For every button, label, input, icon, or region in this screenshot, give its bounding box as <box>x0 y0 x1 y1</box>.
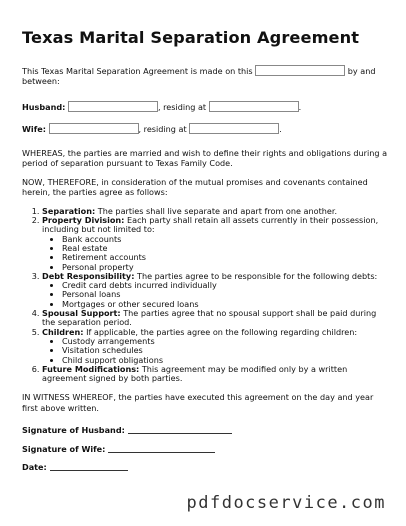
husband-label: Husband: <box>22 101 66 112</box>
date-row <box>22 462 388 472</box>
wife-row: Wife: , residing at . <box>22 123 282 134</box>
wife-residing-label: , residing at <box>138 123 187 134</box>
wife-name-field[interactable] <box>49 123 139 134</box>
list-item: • Custody arrangements <box>62 337 388 346</box>
husband-residing-label: , residing at <box>157 101 207 112</box>
husband-signature-label: Signature of Husband: <box>22 425 125 436</box>
list-item: • Real estate <box>62 244 388 253</box>
children-items <box>42 337 388 365</box>
list-item: • Mortgages or other secured loans <box>62 300 388 309</box>
wife-signature-row <box>22 444 388 454</box>
list-item: • Personal loans <box>62 290 388 299</box>
list-item: • Personal property <box>62 263 388 272</box>
list-item: • Bank accounts <box>62 235 388 244</box>
whereas-paragraph: WHEREAS, the parties are married and wish to define their rights and obligations during a period of separation pursuant to Texas Family Code. <box>22 147 388 168</box>
wife-address-field[interactable] <box>189 123 279 134</box>
wife-signature-label: Signature of Wife: <box>22 443 106 454</box>
list-item: • Credit card debts incurred individually <box>62 281 388 290</box>
debt-items <box>42 281 388 309</box>
clause-future-modifications: 6. Future Modifications: This agreement may be modified only by a written agreement signed by both parties. <box>42 365 388 384</box>
intro-text-after: by and between: <box>22 66 376 87</box>
date-made-field[interactable] <box>255 65 345 76</box>
list-item: • Visitation schedules <box>62 346 388 355</box>
witness-paragraph: IN WITNESS WHEREOF, the parties have executed this agreement on the day and year first above written. <box>22 392 374 413</box>
property-items <box>42 235 388 272</box>
watermark-text: pdfdocservice.com <box>186 493 386 513</box>
document-page <box>22 28 388 481</box>
wife-signature-line[interactable] <box>108 444 215 453</box>
clause-children: 5. Children: If applicable, the parties agree on the following regarding children: • Custody arrangements • Visitation schedules • Child support obligations <box>42 328 388 365</box>
husband-row: Husband: , residing at . <box>22 101 302 112</box>
list-item: • Retirement accounts <box>62 253 388 262</box>
clause-debt-responsibility: 3. Debt Responsibility: The parties agree to be responsible for the following debts: • Credit card debts incurred individually • Personal loans • Mortgages or other secured loans <box>42 272 388 309</box>
date-line[interactable] <box>50 462 128 471</box>
therefore-paragraph: NOW, THEREFORE, in consideration of the mutual promises and covenants contained herein, the parties agree as follows: <box>22 177 368 198</box>
wife-label: Wife: <box>22 123 46 134</box>
intro-text-before: This Texas Marital Separation Agreement is made on this <box>22 66 253 76</box>
clause-separation: 1. Separation: The parties shall live separate and apart from one another. <box>42 207 388 216</box>
intro-paragraph <box>22 65 388 87</box>
husband-name-field[interactable] <box>68 101 158 112</box>
clauses-list <box>22 207 388 384</box>
clause-spousal-support: 4. Spousal Support: The parties agree that no spousal support shall be paid during the separation period. <box>42 309 388 328</box>
document-title: Texas Marital Separation Agreement <box>22 28 360 47</box>
list-item: • Child support obligations <box>62 356 388 365</box>
clause-property-division: 2. Property Division: Each party shall retain all assets currently in their possession, including but not limited to: • Bank accounts • Real estate • Retirement accounts • Personal property <box>42 216 388 272</box>
date-label: Date: <box>22 462 47 473</box>
husband-address-field[interactable] <box>209 101 299 112</box>
husband-signature-row <box>22 425 388 435</box>
husband-signature-line[interactable] <box>128 425 232 434</box>
